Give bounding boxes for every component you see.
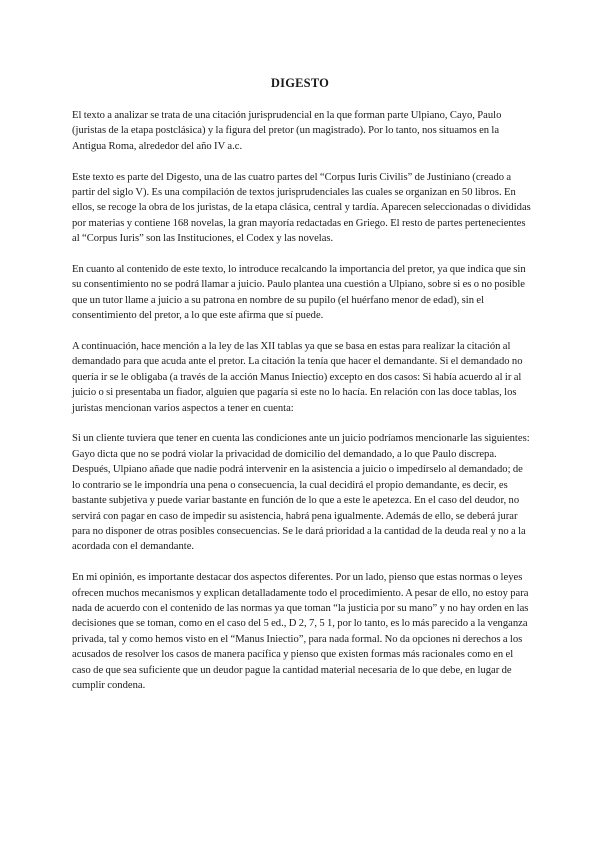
paragraph-conditions: Si un cliente tuviera que tener en cuenta las condiciones ante un juicio podríamos mencionarle las siguientes: Gayo dicta que no se podrá violar la privacidad de domicilio del demandado, a lo que Paulo discrepa. Después, Ulpiano añade que nadie podrá intervenir en la asistencia a juicio o impedírselo al demandado; de lo contrario se le impondría una pena o consecuencia, la cual decidirá el propio demandante, es decir, es bastante subjetiva y puede variar bastante en función de lo que a este le apetezca. En el caso del deudor, no servirá con pagar en caso de impedir su asistencia, habrá pena igualmente. Además de ello, se deberá jurar para no disponer de otras posibles consecuencias. Se le dará prioridad a la cantidad de la deuda real y no a la acordada con el demandante.	[72, 433, 530, 553]
paragraph-content: En cuanto al contenido de este texto, lo introduce recalcando la importancia del pretor, ya que indica que sin su consentimiento no se podrá llamar a juicio. Paulo plantea una cuestión a Ulpiano, sobre si es o no posible que un tutor llame a juicio a su patrona en nombre de su pupilo (el huérfano menor de edad), sin el consentimiento del pretor, a lo que este afirma que sí puede.	[72, 264, 526, 322]
paragraph-xii-tablas: A continuación, hace mención a la ley de las XII tablas ya que se basa en estas para realizar la citación al demandado para que acuda ante el pretor. La citación la tenía que hacer el demandante. Si el demandado no quería ir se le obligaba (a través de la acción Manus Iniectio) excepto en dos casos: Si había acuerdo al ir al juicio o si presentaba un fiador, alguien que pagaría si este no lo hacía. En relación con las doce tablas, los juristas mencionan varios aspectos a tener en cuenta:	[72, 341, 523, 414]
paragraph-opinion: En mi opinión, es importante destacar dos aspectos diferentes. Por un lado, pienso que estas normas o leyes ofrecen muchos mecanismos y explican detalladamente todo el procedimiento. A pesar de ello, no estoy para nada de acuerdo con el contenido de las normas ya que toman “la justicia por su mano” y no hay orden en las decisiones que se toman, como en el caso del 5 ed., D 2, 7, 5 1, por lo tanto, es lo más parecido a la venganza privada, tal y como hemos visto en el “Manus Iniectio”, para nada formal. No da opciones ni derechos a los acusados de resolver los casos de manera pacífica y pienso que existen formas más racionales como en el caso de que sea suficiente que un deudor pague la cantidad material necesaria de lo que debe, en lugar de cumplir condena.	[72, 572, 529, 691]
paragraph-digesto-context: Este texto es parte del Digesto, una de las cuatro partes del “Corpus Iuris Civilis” de Justiniano (creado a partir del siglo V). Es una compilación de textos jurisprudenciales las cuales se organizan en 50 libros. En ellos, se recoge la obra de los juristas, de la etapa clásica, central y tardía. Aparecen seleccionadas o divididas por materias y contiene 168 novelas, la gran mayoría redactadas en Griego. El resto de partes pertenecientes al “Corpus Iuris” son las Instituciones, el Codex y las novelas.	[72, 171, 531, 245]
document-title: DIGESTO	[270, 76, 330, 90]
document-body	[72, 108, 532, 709]
paragraph-introduction: El texto a analizar se trata de una citación jurisprudencial en la que forman parte Ulpiano, Cayo, Paulo (juristas de la etapa postclásica) y la figura del pretor (un magistrado). Por lo tanto, nos situamos en la Antigua Roma, alrededor del año IV a.c.	[72, 110, 502, 152]
